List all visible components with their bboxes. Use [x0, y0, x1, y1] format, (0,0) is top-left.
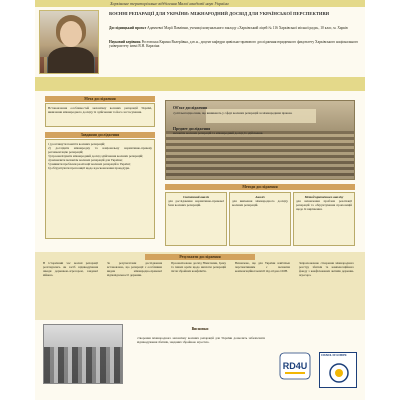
subject-heading: Предмет дослідження [173, 126, 211, 131]
section-ribbon [35, 77, 365, 91]
face [60, 21, 82, 47]
poster [35, 0, 365, 400]
author-block [109, 26, 359, 30]
shoulders [48, 47, 94, 74]
results-column: Проаналізовано досвід Німеччини, Іраку та інших країн щодо виплати репарацій після збройних конфліктів. [171, 262, 226, 273]
organization-name: Харківське територіальне відділення Малої академії наук України [110, 1, 229, 6]
council-logo-text: COUNCIL OF EUROPE [321, 354, 347, 357]
methods-heading: Методи дослідження [165, 184, 355, 190]
method-title: Аналіз [255, 195, 265, 199]
author-label: Дослідницький проєкт [109, 26, 147, 30]
method-title: Метод критичного аналізу [304, 195, 344, 199]
method-text: для вивчення міжнародного досвіду воєнних репарацій. [232, 199, 288, 207]
task-item: 4) визначити механізм воєнних репарацій для України; [48, 158, 123, 162]
results-column: За результатами дослідження встановлено, що репарації є особливим видом міжнародно-правової відповідальності держави. [107, 262, 162, 277]
rd4u-logo-text: RD4U [282, 361, 308, 371]
conclusions-heading: Висновки [191, 327, 209, 331]
conclusions-box [135, 334, 267, 366]
method-text: для дослідження нормативно-правової бази воєнних репарацій. [168, 199, 224, 207]
results-column: Запропоновано створення міжнародного реєстру збитків та компенсаційного фонду з конфіскованих активів держави-агресора. [299, 262, 354, 277]
adviser-label: Науковий керівник [109, 40, 141, 44]
tasks-heading: Завдання дослідження [45, 132, 155, 138]
poster-title: ВОЄННІ РЕПАРАЦІЇ ДЛЯ УКРАЇНИ: МІЖНАРОДНИЙ ДОСВІД ДЛЯ УКРАЇНСЬКОЇ ПЕРСПЕКТИВИ [109, 11, 330, 16]
method-column [229, 192, 291, 246]
goal-heading: Мета дослідження [45, 96, 155, 102]
conclusions-text: створення міжнародного механізму воєнних репарацій для України дозволить забезпечити відшкодування збитків, завданих збройною агресією. [137, 336, 265, 344]
task-item: 3) проаналізувати міжнародний досвід здійснення воєнних репарацій; [48, 154, 144, 158]
object-text: суспільні відносини, що виникають у сфері воєнних репарацій за міжнародним правом. [173, 110, 293, 115]
method-column [165, 192, 227, 246]
council-of-europe-logo [319, 352, 357, 388]
results-heading: Результати дослідження [145, 254, 255, 260]
author-text: Адамчевої Марії Павлівни, учениці комунального закладу «Харківський ліцей № 116 Харківської міської ради», 10 клас, м. Харків [147, 26, 348, 30]
object-subject-overlay [173, 106, 343, 135]
results-column: Визначено, що для України найбільш перспективним є механізм компенсаційної комісії під егідою ООН. [235, 262, 290, 273]
goal-box [45, 103, 155, 127]
council-stars-icon [320, 353, 358, 389]
adviser-text: Ростовська Карина Валеріївна, д.ю.н., доцент кафедри цивільно-правового дослідження юридичного факультету Харківського національного університету імені В.Н. Каразіна [109, 40, 359, 49]
adviser-block [109, 40, 359, 49]
goal-text: Встановлення особливостей механізму воєнних репарацій Україні, виявлення міжнародного досвіду їх здійснення та його застосування. [48, 106, 152, 114]
photo-audience [166, 131, 355, 180]
task-item: 6) обґрунтувати пропозиції щодо вдосконалення процедури. [48, 166, 130, 170]
group-photo [43, 324, 123, 384]
results-column: В історичний час воєнні репарації розглядались як засіб відшкодування шкоди державою-агресором, завданої війною. [43, 262, 98, 277]
method-text: для визначення проблем реалізації репарацій та обґрунтування пропозицій щодо їх вирішення. [296, 199, 352, 211]
object-heading: Об'єкт дослідження [173, 106, 207, 110]
method-title: Системний аналіз [182, 195, 210, 199]
tasks-box [45, 139, 155, 239]
rd4u-logo [279, 352, 311, 380]
photo-people [44, 347, 123, 384]
task-item: 2) дослідити міжнародну та національну нормативно-правову регламентацію репарацій; [48, 146, 152, 154]
task-item: 5) виявити проблеми реалізації воєнних репарацій в Україні; [48, 162, 131, 166]
method-column [293, 192, 355, 246]
author-photo [39, 10, 99, 74]
task-item: 1) розглянути поняття воєнних репарацій; [48, 142, 106, 146]
subject-text: механізм воєнних репарацій та міжнародний досвід їх здійснення. [173, 131, 264, 136]
